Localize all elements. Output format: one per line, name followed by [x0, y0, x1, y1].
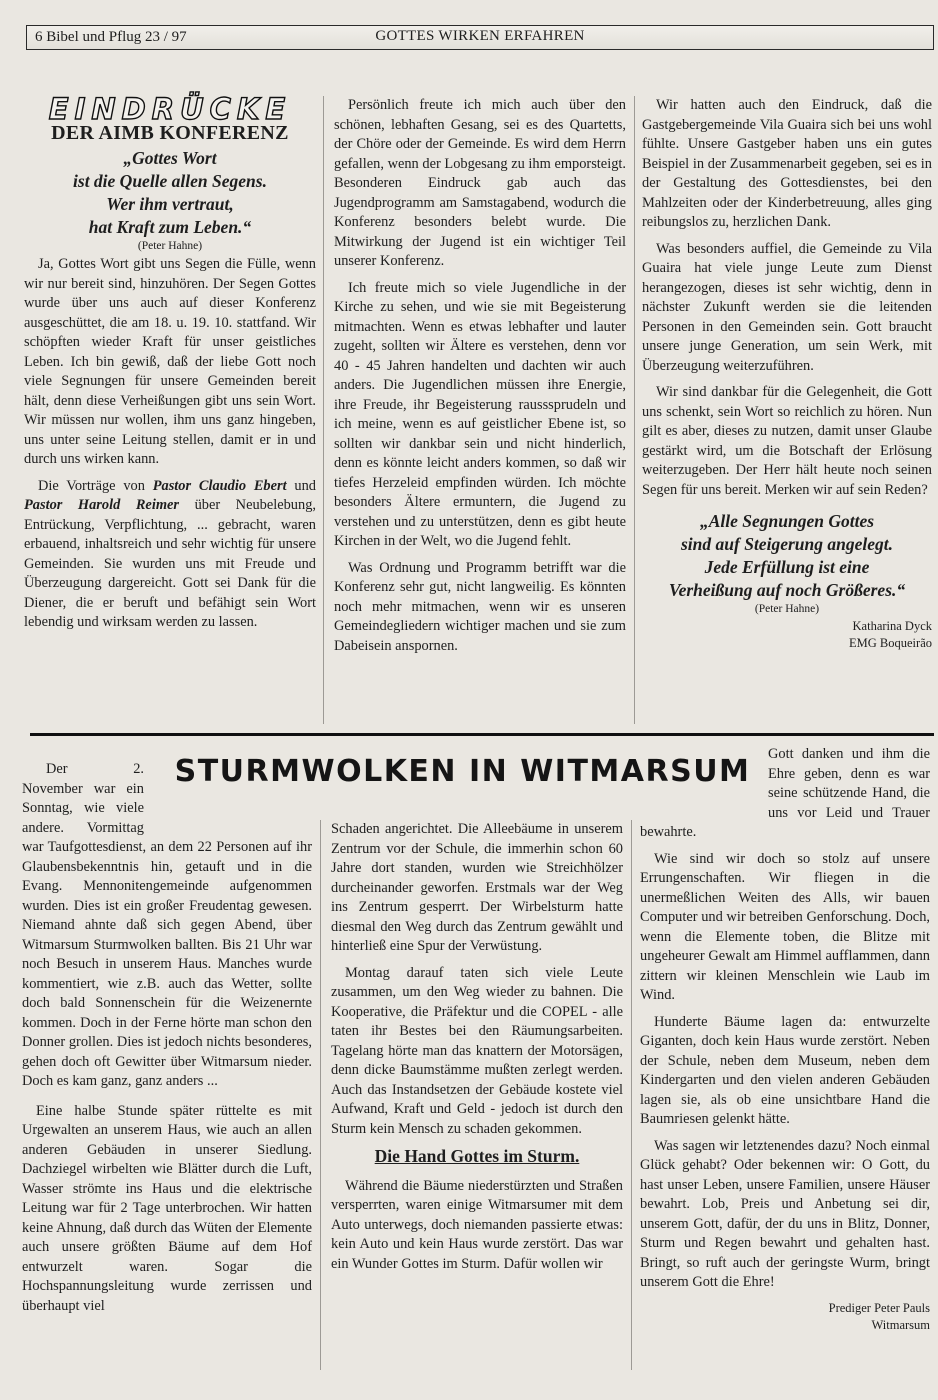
page-header — [26, 25, 934, 50]
paragraph: Was besonders auffiel, die Gemeinde zu Vila Guaira hat viele junge Leute zum Dienst herangezogen, dieses ist sehr wichtig, denn in nächster Zukunft werden sie die leitenden Personen in den Gemeinden sein. Gott braucht unsere junge Generation, um sein Werk, mit Überzeugung weiterzuführen. — [642, 240, 932, 374]
paragraph: Der 2. November war ein Sonntag, wie viele andere. Vormittag war Taufgottesdienst, an dem 22 Personen auf ihr Glaubensbekenntnis hin, getauft und in die Evang. Mennonitengemeinde aufgenommen wurden. Dies ist ein großer Freudentag gewesen. Niemand ahnte daß sich gegen Abend, über Witmarsum Sturmwolken ballten. Bis 21 Uhr war noch Besuch in unserem Haus. Manches wurde kommentiert, wie z.B. auch das Wetter, sollte doch bald Sonnenschein für die Weizenernte kommen. Doch in der Ferne hörte man schon den Donner grollen. Dies ist jedoch nichts besonderes, gehen doch oft Gewitter über Witmarsum nieder. Doch es kam ganz, ganz anders ... — [22, 761, 312, 1089]
article1-author-place: EMG Boqueirão — [849, 636, 932, 650]
speaker-name: Pastor Claudio Ebert — [152, 477, 287, 494]
article1-quote1 — [24, 147, 316, 239]
paragraph: Wir sind dankbar für die Gelegenheit, die Gott uns schenkt, sein Wort so reichlich zu hören. Nun gilt es aber, dieses zu nutzen, damit unser Glaube gestärkt wird, um die Botschaft der Erlösung weiterzugeben. Der Herr hält heute noch seinen Segen für uns bereit. Merken wir auf sein Reden? — [642, 384, 932, 498]
paragraph: Ich freute mich so viele Jugendliche in der Kirche zu sehen, und wie sie mit Begeisterung mitmachten. Wenn es etwas lebhafter und lauter zugeht, sollten wir Ältere es verstehen, denn vor 40 - 45 Jahren handelten und dachten wir auch anders. Die Jugendlichen müssen ihre Energie, ihre Freude, ihr Begeisterung rausssprudeln und ich meine, wenn es auf geistlicher Ebene ist, so sollten wir dankbar sein und nicht hinderlich, denn es könnte leicht anders kommen, so daß wir tiefes Herzeleid empfinden würden. Ich möchte besonders Ältere ermuntern, die Jugend zu verstehen und zu unterstützen, denn es gibt heute Kirchen in der Welt, wo die Jugend fehlt. — [334, 279, 626, 549]
quote-line: sind auf Steigerung angelegt. — [681, 534, 893, 554]
quote-line: hat Kraft zum Leben.“ — [88, 217, 252, 237]
article2-column-2 — [331, 820, 623, 1281]
speaker-name: Pastor Harold Reimer — [24, 497, 180, 513]
paragraph: Wir hatten auch den Eindruck, daß die Gastgebergemeinde Vila Guaira sich bei uns wohl fühlte. Unsere Gastgeber haben uns ein gutes Beispiel in der Zusammenarbeit gegeben, sei es in der Gestaltung des Gottesdienstes, bei den Mahlzeiten oder der Kinderbetreuung, alles ging reibungslos zu, herzlichen Dank. — [642, 97, 932, 230]
page-info: 6 Bibel und Pflug 23 / 97 — [35, 29, 187, 45]
paragraph: Eine halbe Stunde später rüttelte es mit Urgewalten an unserem Haus, wie auch an allen anderen Gebäuden in unserer Siedlung. Dachziegel wirbelten wie Blätter durch die Luft, Wasser strömte ins Haus und die elektrische Leitung war für 2 Tage unterbrochen. Wir hatten keine Ahnung, daß durch das Wüten der Elemente auch unsere größten Bäume auf dem Hof entwurzelt waren. Sogar die Hochspannungsleitung wurde zerrissen und überhaupt viel — [22, 1102, 312, 1314]
paragraph: Wie sind wir doch so stolz auf unsere Errungenschaften. Wir fliegen in die unermeßlichen Weiten des Alls, wir bauen Computer und wir betreiben Genforschung. Doch, wenn die Elemente toben, die Blitze mit ungeheurer Gewalt am Himmel aufflammen, dann zittern wir kleinen Menschlein wie Laub im Wind. — [640, 850, 930, 1003]
quote-line: „Gottes Wort — [123, 148, 217, 168]
paragraph-text: Die Vorträge von — [38, 477, 145, 494]
quote-line: Wer ihm vertraut, — [106, 194, 234, 214]
section-title: GOTTES WIRKEN ERFAHREN — [375, 28, 585, 44]
quote-line: Verheißung auf noch Größeres.“ — [668, 580, 906, 600]
article2-subheading: Die Hand Gottes im Sturm. — [374, 1146, 580, 1166]
paragraph: Montag darauf taten sich viele Leute zusammen, um den Weg wieder zu bahnen. Die Kooperative, die Präfektur und die COPEL - alle taten ihr Bestes bei den Räumungsarbeiten. Tagelang hörte man das knattern der Motorsägen, denn dicke Baumstämme mußten zerlegt werden. Auch das Instandsetzen der Gebäude kostete viel Aufwand, Kraft und Geld - jedoch ist durch den Sturm kein Mensch zu schaden gekommen. — [331, 964, 623, 1137]
article1-column-2 — [334, 96, 626, 663]
paragraph: Während die Bäume niederstürzten und Straßen versperrten, waren einige Witmarsumer mit dem Auto unterwegs, doch niemanden passierte etwas: kein Auto und kein Haus wurde zerstört. Das war ein Wunder Gottes im Sturm. Dafür wollen wir — [331, 1177, 623, 1272]
article1-deco-title: EINDRÜCKE — [48, 92, 292, 126]
quote-line: ist die Quelle allen Segens. — [73, 171, 267, 191]
column-divider — [323, 96, 324, 724]
paragraph — [24, 477, 316, 633]
article2-author: Prediger Peter Pauls — [828, 1300, 930, 1315]
paragraph-text: über Neubelebung, Entrückung, Verpflichtung, ... gebracht, waren erbauend, inhaltsreich und sehr wichtig für unsere Gemeinden. Sie wurden uns mit Freude und Überzeugung dargereicht. Gott sei Dank für die Diener, die er beruft und befähigt sein Wort lebendig und wirksam werden zu lassen. — [24, 497, 316, 630]
article1-subtitle: DER AIMB KONFERENZ — [51, 121, 289, 144]
article1-quote2 — [642, 510, 932, 602]
article2-column-1 — [22, 760, 312, 1323]
article2-column-3 — [640, 745, 930, 1334]
paragraph: Gott danken und ihm die Ehre geben, denn es war seine schützende Hand, die uns vor Leid und Trauer bewahrte. — [640, 746, 930, 840]
paragraph: Was Ordnung und Programm betrifft war die Konferenz sehr gut, nicht langweilig. Es könnten noch mehr mitmachen, wenn wir es unseren Gemeindegliedern wichtiger machen und sie zum Dabeisein anspornen. — [334, 559, 626, 654]
article1-author: Katharina Dyck — [852, 619, 932, 633]
article2-author-place: Witmarsum — [871, 1317, 930, 1332]
column-divider — [320, 820, 321, 1370]
paragraph: Persönlich freute ich mich auch über den schönen, lebhaften Gesang, sei es des Quartetts, der Chöre oder der Gemeinde. Es wird dem Herrn gefallen, wenn der Lobgesang zu ihm emporsteigt. Besonderen Eindruck gab auch das Jugendprogramm am Samstagabend, wodurch die Konferenz besonders belebt wurde. Die Mitwirkung der Jugend ist ein wichtiger Teil unserer Konferenz. — [334, 97, 626, 269]
title-wrap-spacer — [144, 760, 312, 838]
paragraph: Was sagen wir letztenendes dazu? Noch einmal Glück gehabt? Oder bekennen wir: O Gott, du hast unser Leben, unsere Familien, unsere Häuser bewahrt. Lob, Preis und Anbetung sei dir, unserem Gott, dafür, der du uns in Blitz, Donner, Sturm und Regen bewahrt und gehalten hast. Bringt, so ruft auch der geringste Wurm, bringt unserem Gott die Ehre! — [640, 1137, 930, 1290]
article1-quote2-source: (Peter Hahne) — [754, 603, 820, 615]
paragraph: Ja, Gottes Wort gibt uns Segen die Fülle, wenn wir nur bereit sind, hinzuhören. Der Segen Gottes wurde über uns auch auf dieser Konferenz ausgeschüttet, die am 18. u. 19. 10. stattfand. Wir schöpften wieder Kraft für unser geistliches Leben. Ich bin gewiß, daß der liebe Gott noch viele Segnungen für unsere Gemeinden bereit hält, denn diese Verheißungen gibt uns sein Wort. Wir müssen nur wollen, ihm uns ganz hingeben, uns unter seine Leitung stellen, damit er in und durch uns wirken kann. — [24, 256, 316, 467]
article1-quote1-source: (Peter Hahne) — [137, 240, 203, 252]
paragraph-text: und — [294, 477, 316, 494]
quote-line: Jede Erfüllung ist eine — [704, 557, 870, 577]
paragraph: Schaden angerichtet. Die Alleebäume in unserem Zentrum vor der Schule, die immerhin schon 60 Jahre dort standen, wurden wie Streichhölzer durcheinander geworfen. Erstmals war der Weg ins Zentrum gesperrt. Der Wirbelsturm hatte diesmal den Weg durch das Zentrum gewählt und hinterließ eine Spur der Verwüstung. — [331, 821, 623, 954]
article1-column-3 — [642, 96, 932, 652]
section-divider — [30, 733, 934, 736]
column-divider — [631, 820, 632, 1370]
column-divider — [634, 96, 635, 724]
article1-column-1 — [24, 92, 316, 640]
title-wrap-spacer — [640, 745, 768, 821]
quote-line: „Alle Segnungen Gottes — [699, 511, 875, 531]
article2-title: STURMWOLKEN IN WITMARSUM — [174, 754, 751, 789]
paragraph: Hunderte Bäume lagen da: entwurzelte Giganten, doch kein Haus wurde zerstört. Neben der Schule, neben dem Museum, neben dem Kindergarten und den vielen anderen Gebäuden lagen sie, als ob eine unsichtbare Hand die Baumriesen gelenkt hätte. — [640, 1013, 930, 1127]
